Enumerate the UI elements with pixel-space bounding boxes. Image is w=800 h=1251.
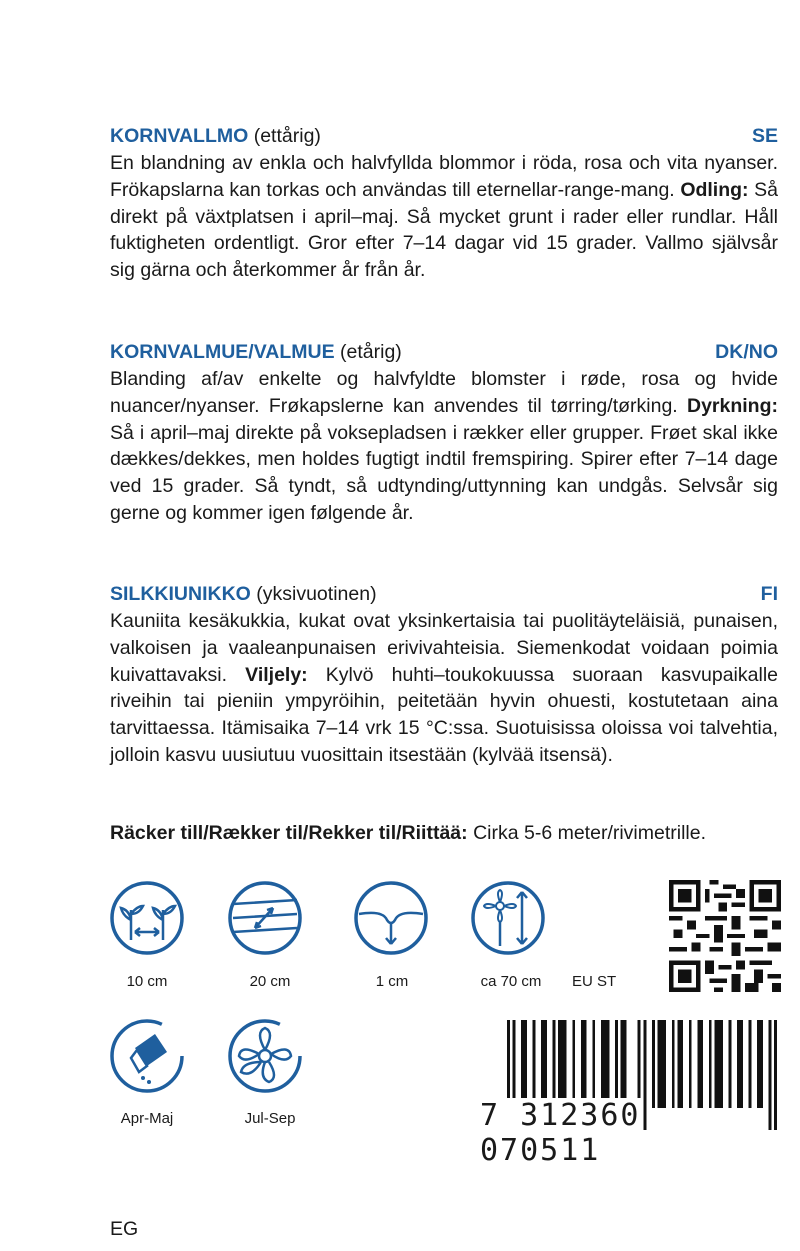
plant-kind: (ettårig) <box>253 125 321 147</box>
footer-code: EG <box>110 1218 139 1240</box>
plant-height-label: ca 70 cm <box>480 973 542 990</box>
language-code: FI <box>760 583 778 605</box>
section-text: Kauniita kesäkukkia, kukat ovat yksinkertaisia tai puolitäyteläisiä, punaisen, valkoisen ja vaaleanpunaisen erivivahteisia. Siemenkodat voidaan poimia kuivattavaksi. Viljely: Kylvö huhti–toukokuussa suoraan kasvupaikalle riveihin tai pieniin ympyröihin, peitetään hyvin ohuesti, kostutetaan aina tarvittaessa. Itämisaika 7–14 vrk 15 °C:ssa. Suotuisissa oloissa voi talvehtia, jolloin kasvu uusiutuu vuosittain itsestään (kylvää itsensä). <box>110 610 778 766</box>
flowering-time-label: Jul-Sep <box>244 1110 296 1127</box>
sowing-time-icon <box>109 1018 185 1094</box>
plant-spacing-icon <box>109 880 185 956</box>
language-code: SE <box>751 125 778 147</box>
plant-height-icon <box>470 880 546 956</box>
row-spacing-icon <box>227 880 303 956</box>
plant-kind: (yksivuotinen) <box>256 583 377 605</box>
section-header <box>110 580 778 608</box>
language-code: DK/NO <box>715 341 778 363</box>
section-dk-no <box>110 338 778 527</box>
section-se <box>110 122 778 284</box>
section-header <box>110 122 778 150</box>
sowing-time-label: Apr-Maj <box>120 1110 174 1127</box>
plant-name: KORNVALLMO <box>110 125 249 147</box>
coverage-line: Räcker till/Rækker til/Rekker til/Riittää: Cirka 5-6 meter/rivimetrille. <box>110 822 707 844</box>
row-spacing-label: 20 cm <box>249 973 291 990</box>
qr-code <box>669 880 781 992</box>
section-header <box>110 338 778 366</box>
sowing-depth-label: 1 cm <box>375 973 409 990</box>
plant-kind: (etårig) <box>340 341 402 363</box>
plant-name: SILKKIUNIKKO <box>110 583 251 605</box>
sowing-depth-icon <box>353 880 429 956</box>
flowering-time-icon <box>227 1018 303 1094</box>
section-fi <box>110 580 778 769</box>
eu-standard: EU ST <box>572 973 617 990</box>
section-text: Blanding af/av enkelte og halvfyldte blomster i røde, rosa og hvide nuancer/nyanser. Frøkapslerne kan anvendes til tørring/tørking. Dyrkning: Så i april–maj direkte på voksepladsen i rækker eller grupper. Frøet skal ikke dækkes/dekkes, men holdes fugtigt indtil fremspiring. Spirer efter 7–14 dage ved 15 grader. Så tyndt, så udtynding/uttynning kan undgås. Selvsår sig gerne og kommer igen følgende år. <box>110 368 778 524</box>
section-text: En blandning av enkla och halvfyllda blommor i röda, rosa och vita nyanser. Frökapslarna kan torkas och användas till eternellar-range-mang. Odling: Så direkt på växtplatsen i april–maj. Så mycket grunt i rader eller rundlar. Håll fuktigheten ordentligt. Gror efter 7–14 dagar vid 15 grader. Vallmo självsår sig gärna och återkommer år från år. <box>110 152 778 282</box>
plant-spacing-label: 10 cm <box>126 973 168 990</box>
barcode-number: 7 312360 070511 <box>480 1098 641 1168</box>
plant-name: KORNVALMUE/VALMUE <box>110 341 335 363</box>
